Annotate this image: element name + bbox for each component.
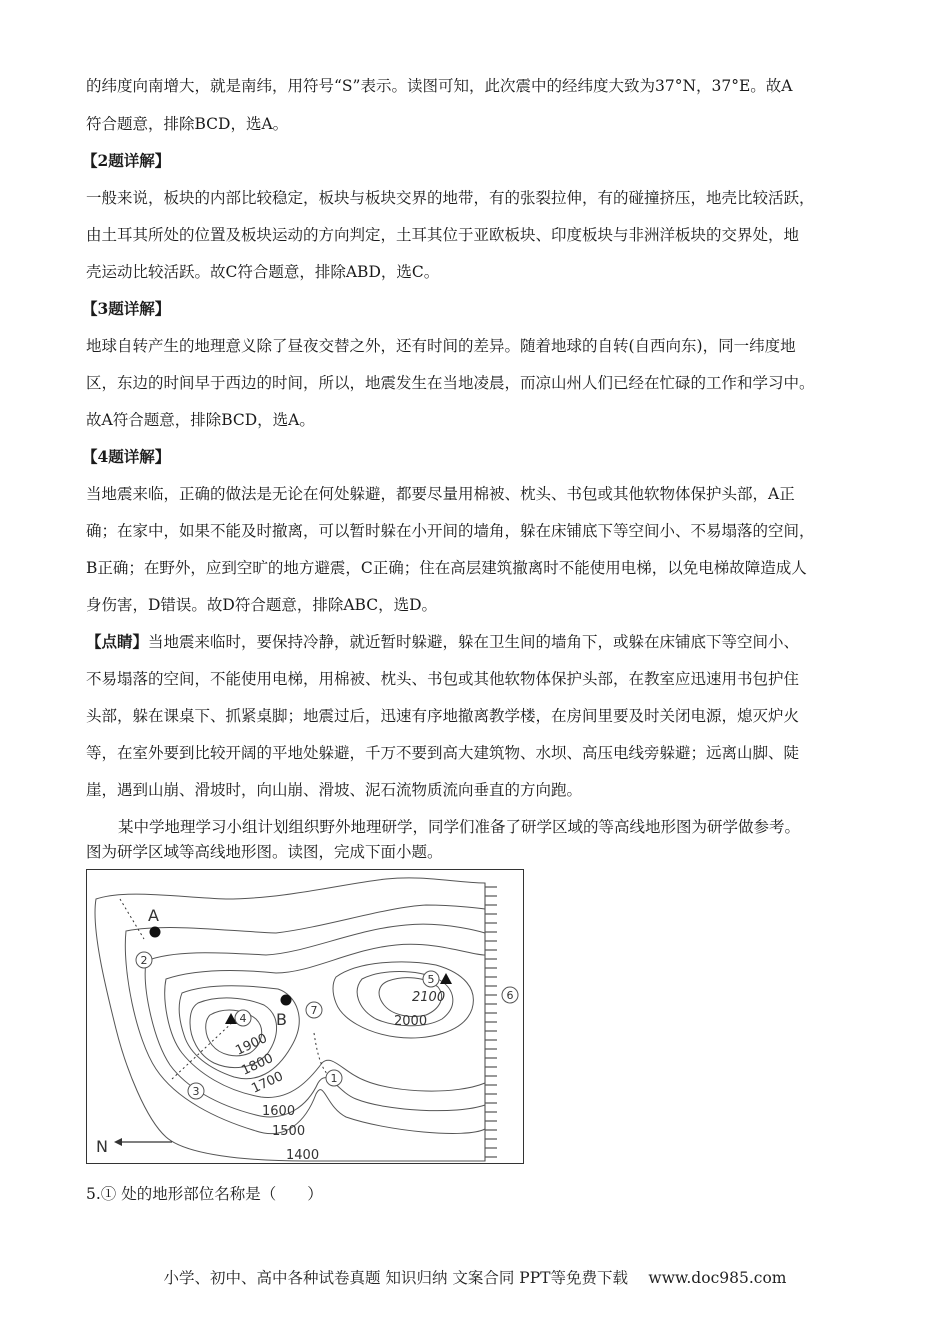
marker-4-label: 4 bbox=[239, 1012, 247, 1025]
marker-7-label: 7 bbox=[310, 1004, 318, 1017]
point-b-label: B bbox=[276, 1010, 287, 1029]
question-intro: 某中学地理学习小组计划组织野外地理研学，同学们准备了研学区域的等高线地形图为研学做参考。 bbox=[118, 818, 801, 836]
paragraph-line: 头部，躲在课桌下、抓紧桌脚；地震过后，迅速有序地撤离教学楼，在房间里要及时关闭电源，熄灭炉火 bbox=[86, 707, 800, 725]
page-footer: 小学、初中、高中各种试卷真题 知识归纳 文案合同 PPT等免费下载 www.doc985.com bbox=[163, 1269, 787, 1287]
paragraph-line: 身伤害，D错误。故D符合题意，排除ABC，选D。 bbox=[86, 596, 438, 614]
contour-label-1900: 1900 bbox=[233, 1031, 270, 1059]
marker-3-label: 3 bbox=[192, 1085, 200, 1098]
paragraph-line: 故A符合题意，排除BCD，选A。 bbox=[86, 411, 315, 429]
paragraph-line: 地球自转产生的地理意义除了昼夜交替之外，还有时间的差异。随着地球的自转(自西向东)，同一纬度地 bbox=[86, 337, 796, 355]
contour-label-2100: 2100 bbox=[412, 990, 446, 1005]
section-heading-q3: 【3题详解】 bbox=[82, 299, 171, 318]
section-heading-q4: 【4题详解】 bbox=[82, 447, 171, 466]
section-heading-q2: 【2题详解】 bbox=[82, 151, 171, 170]
note-label: 【点睛】 bbox=[86, 632, 149, 651]
contour-label-1400: 1400 bbox=[286, 1148, 320, 1163]
north-label: N bbox=[96, 1137, 108, 1156]
paragraph-line: 符合题意，排除BCD，选A。 bbox=[86, 115, 289, 133]
contour-label-1600: 1600 bbox=[262, 1104, 296, 1119]
paragraph-line: B正确；在野外，应到空旷的地方避震，C正确；住在高层建筑撤离时不能使用电梯，以免电梯故障造成人 bbox=[86, 559, 807, 577]
point-a-dot bbox=[150, 927, 161, 938]
contour-map bbox=[86, 869, 524, 1164]
point-a-label: A bbox=[148, 906, 159, 925]
paragraph-line: 由土耳其所处的位置及板块运动的方向判定，土耳其位于亚欧板块、印度板块与非洲洋板块的交界处，地 bbox=[86, 226, 800, 244]
question-5: 5.① 处的地形部位名称是（ ） bbox=[86, 1185, 323, 1203]
marker-5-label: 5 bbox=[427, 973, 435, 986]
paragraph-line bbox=[86, 632, 799, 652]
paragraph-line: 确；在家中，如果不能及时撤离，可以暂时躲在小开间的墙角，躲在床铺底下等空间小、不易塌落的空间， bbox=[86, 522, 815, 540]
paragraph-line: 不易塌落的空间，不能使用电梯，用棉被、枕头、书包或其他软物体保护头部，在教室应迅速用书包护住 bbox=[86, 670, 800, 688]
question-intro: 图为研学区域等高线地形图。读图，完成下面小题。 bbox=[86, 843, 443, 861]
paragraph-line: 区，东边的时间早于西边的时间，所以，地震发生在当地凌晨，而凉山州人们已经在忙碌的工作和学习中。 bbox=[86, 374, 815, 392]
contour-label-1700: 1700 bbox=[249, 1069, 286, 1097]
marker-1-label: 1 bbox=[330, 1072, 338, 1085]
contour-label-1500: 1500 bbox=[272, 1124, 306, 1139]
paragraph-line: 一般来说，板块的内部比较稳定，板块与板块交界的地带，有的张裂拉伸，有的碰撞挤压，地壳比较活跃， bbox=[86, 189, 815, 207]
paragraph-line: 的纬度向南增大，就是南纬，用符号“S”表示。读图可知，此次震中的经纬度大致为37°N，37°E。故A bbox=[86, 77, 793, 95]
paragraph-line: 崖，遇到山崩、滑坡时，向山崩、滑坡、泥石流物质流向垂直的方向跑。 bbox=[86, 781, 583, 799]
contour-label-1800: 1800 bbox=[239, 1051, 276, 1079]
contour-label-2000: 2000 bbox=[394, 1014, 428, 1029]
marker-2-label: 2 bbox=[140, 954, 148, 967]
paragraph-line: 当地震来临，正确的做法是无论在何处躲避，都要尽量用棉被、枕头、书包或其他软物体保护头部，A正 bbox=[86, 485, 795, 503]
marker-6-label: 6 bbox=[506, 989, 514, 1002]
paragraph-line: 等，在室外要到比较开阔的平地处躲避，千万不要到高大建筑物、水坝、高压电线旁躲避；远离山脚、陡 bbox=[86, 744, 800, 762]
paragraph-line: 壳运动比较活跃。故C符合题意，排除ABD，选C。 bbox=[86, 263, 440, 281]
note-text: 当地震来临时，要保持冷静，就近暂时躲避，躲在卫生间的墙角下，或躲在床铺底下等空间小、 bbox=[148, 633, 800, 651]
point-b-dot bbox=[281, 995, 292, 1006]
